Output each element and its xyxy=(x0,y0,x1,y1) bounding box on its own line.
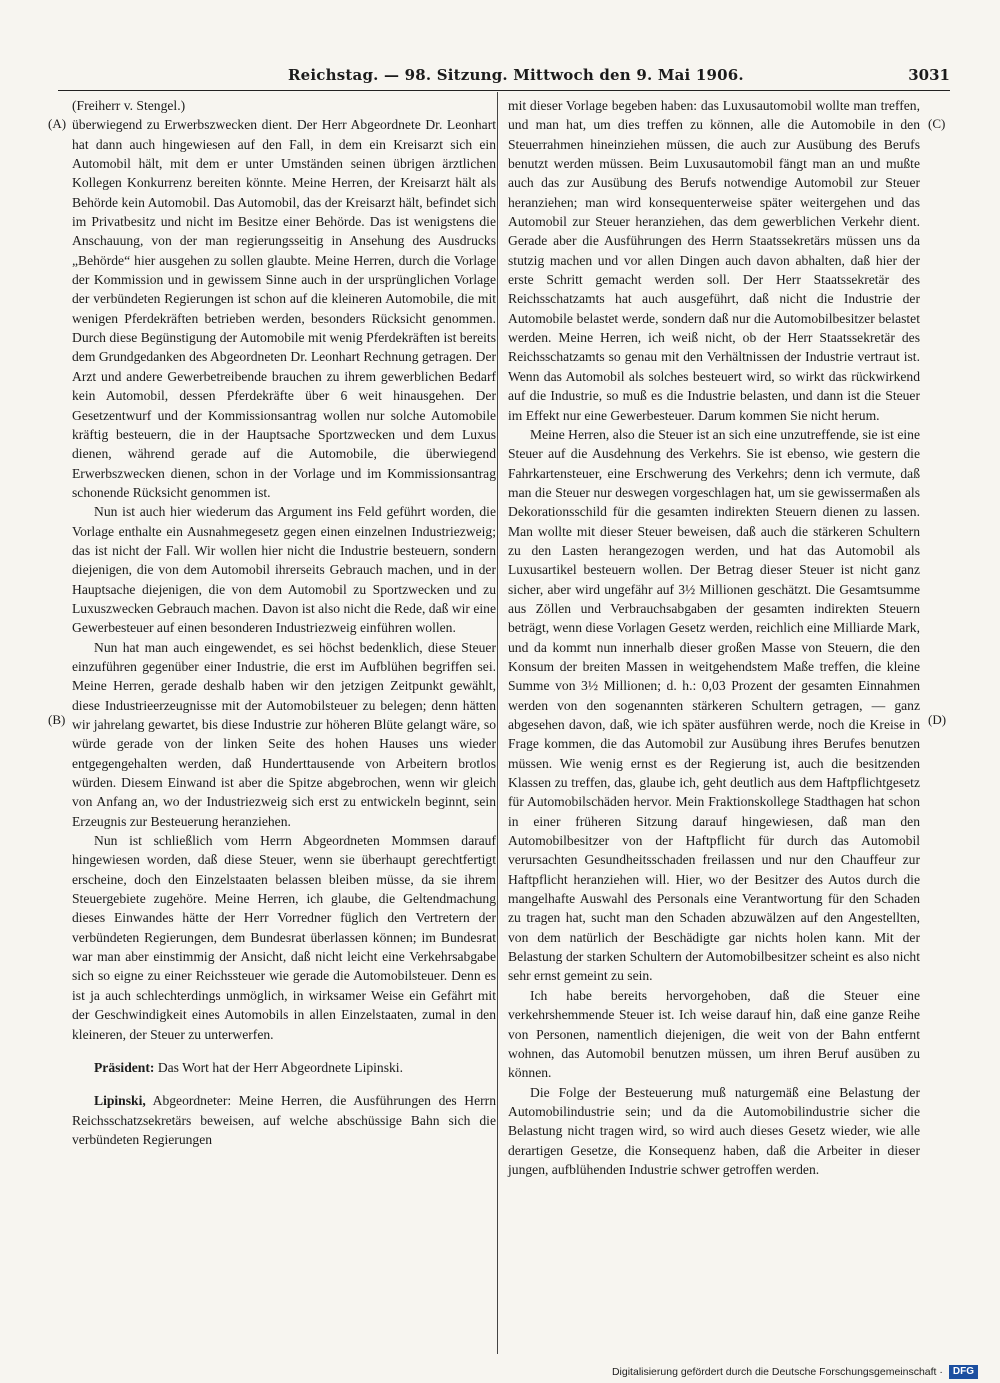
statement-text: Abgeordneter: Meine Herren, die Ausführungen des Herrn Reichsschatzsekretärs beweisen, auf welche abschüssige Bahn sich die verbündeten Regierungen xyxy=(72,1093,496,1147)
margin-marker-d: (D) xyxy=(928,712,947,727)
lipinski-statement xyxy=(72,1091,496,1149)
speaker-attribution: (Freiherr v. Stengel.) xyxy=(72,98,186,113)
margin-marker-c: (C) xyxy=(928,116,946,131)
president-statement xyxy=(72,1058,496,1077)
page-number: 3031 xyxy=(908,66,950,84)
speaker-name: Lipinski, xyxy=(94,1093,146,1109)
digitization-credit xyxy=(612,1365,978,1379)
paragraph: mit dieser Vorlage begeben haben: das Luxusautomobil wollte man treffen, und man hat, um dies treffen zu können, alle die Automobile in den Steuerrahmen hineinziehen müssen, die auch zur Ausübung des Berufs benutzt werden müssen. Beim Luxusautomobil fängt man an und mußte auch das zur Ausübung des Berufs notwendige Automobil zur Steuer heranziehen; man wird konsequenterweise später weitergehen und das Automobil zur Steuer heranziehen, das dem gewerblichen Verkehr dient. Gerade aber die Ausführungen des Herrn Staatssekretärs müssen uns da stutzig machen und vor allen Dingen auch davon abhalten, daß hier der erste Schritt gemacht werden soll. Der Herr Staatssekretär des Reichsschatzamts hat auch ausgeführt, daß nicht die Industrie der Automobile belastet werde, sondern daß nur die Automobilbesitzer belastet werden. Meine Herren, ich weiß nicht, ob der Herr Staatssekretär des Reichsschatzamts so genau mit den Verhältnissen der Industrie vertraut ist. Wenn das Automobil als solches besteuert wird, so wirkt das rückwirkend auf die Industrie, so muß es die Industrie belasten, und dann ist die Steuer im Effekt nur eine Gewerbesteuer. Darum kommen Sie nicht herum. xyxy=(508,98,920,423)
speaker-name: Präsident: xyxy=(94,1059,155,1075)
left-column xyxy=(72,96,496,1149)
paragraph: Ich habe bereits hervorgehoben, daß die Steuer eine verkehrshemmende Steuer ist. Ich weise darauf hin, daß eine ganze Reihe von Personen, namentlich diejenigen, die weit von der Bahn entfernt wohnen, das Automobil benutzen müssen, um ihren Beruf ausüben zu können. xyxy=(508,987,920,1081)
margin-marker-a: (A) xyxy=(48,116,67,131)
header-rule xyxy=(58,90,950,91)
statement-text: Das Wort hat der Herr Abgeordnete Lipinski. xyxy=(154,1059,403,1075)
paragraph: Meine Herren, also die Steuer ist an sich eine unzutreffende, sie ist eine Steuer auf die Ausdehnung des Verkehrs. Sie ist ebenso, wie gestern die Fahrkartensteuer, eine Erschwerung des Verkehrs; denn ich vermute, daß man die Steuer nur deswegen vorgeschlagen hat, um sie gewissermaßen als Dekorationsschild für die gesamten indirekten Steuern dienen zu lassen. Man wollte mit dieser Steuer beweisen, daß auch die stärkeren Schultern zu den Lasten herangezogen werden, und hat das Automobil als Luxusartikel besteuern wollen. Der Betrag dieser Steuer ist nicht ganz sicher, aber wird ungefähr auf 3½ Millionen geschätzt. Die Gesamtsumme aus Zöllen und Verbrauchsabgaben der gesamten indirekten Steuern beträgt, wenn diese Vorlagen Gesetz werden, reichlich eine Milliarde Mark, und da kommt nun innerhalb dieser großen Masse von Steuern, die den Konsum der breiten Massen in weitgehendstem Maße treffen, die kleine Summe von 3½ Millionen; d. h.: 0,03 Prozent der gesamten Einnahmen werden von den sogenannten stärkeren Schultern getragen, — ganz abgesehen davon, daß, wie ich später ausführen werde, noch die Kreise in Frage kommen, die das Automobil zur Ausübung ihres Berufes benutzen müssen. Wie wenig ernst es der Regierung ist, auch die besitzenden Klassen zu treffen, das, glaube ich, geht deutlich aus dem Haftpflichtgesetz für Automobilschäden hervor. Mein Fraktionskollege Stadthagen hat schon in einer früheren Sitzung darauf hingewiesen, daß man den Automobilbesitzer von der Haftpflicht für durch das Automobil verursachten Gesundheitsschaden freilassen und nur den Chauffeur zur Haftpflicht heranziehen will. Hier, wo der Besitzer des Autos durch die mangelhafte Auswahl des Personals eine Verantwortung für den Schaden zu tragen hat, sucht man den Schaden abzuwälzen auf den Angestellten, von dem natürlich der Beschädigte gar nichts holen kann. Mit der Belastung der starken Schultern der Automobilbesitzer scheint es also nicht sehr ernst gemeint zu sein. xyxy=(508,426,920,984)
paragraph: Nun ist auch hier wiederum das Argument ins Feld geführt worden, die Vorlage enthalte ein Ausnahmegesetz gegen einen einzelnen Industriezweig; das ist nicht der Fall. Wir wollen hier nicht die Industrie besteuern, sondern diejenigen, die von dem Automobil ihrerseits Gebrauch machen, und in der Hauptsache diejenigen, die von dem Automobil zu Sportzwecken und zu Luxuszwecken Gebrauch machen. Davon ist also nicht die Rede, daß wir eine Gewerbesteuer auf einen besonderen Industriezweig einführen wollen. xyxy=(72,504,496,636)
margin-marker-b: (B) xyxy=(48,712,66,727)
header-title: Reichstag. — 98. Sitzung. Mittwoch den 9. Mai 1906. xyxy=(288,66,744,84)
dfg-logo: DFG xyxy=(949,1365,978,1379)
paragraph: überwiegend zu Erwerbszwecken dient. Der Herr Abgeordnete Dr. Leonhart hat dann auch hingewiesen auf den Fall, in dem ein Kreisarzt sich ein Automobil hält, mit dem er unter Umständen seinen übrigen ärztlichen Kollegen Konkurrenz bereiten könnte. Meine Herren, der Kreisarzt hält als Behörde kein Automobil. Das Automobil, das der Kreisarzt hält, befindet sich im Privatbesitz und nicht im Besitze einer Behörde. Das ist wenigstens die Anschauung, von der man regierungsseitig in Ansehung des Ausdrucks „Behörde“ hier ausgehen zu sollen glaubte. Meine Herren, durch die Vorlage der Kommission und in gewissem Sinne auch in der ursprünglichen Vorlage der verbündeten Regierungen ist schon auf die kleineren Automobile, die mit wenigen Pferdekräften betrieben werden, besonders Rücksicht genommen. Durch diese Begünstigung der Automobile mit wenig Pferdekräften ist bereits dem Grundgedanken des Abgeordneten Dr. Leonhart Rechnung getragen. Der Arzt und andere Gewerbetreibende brauchen zu ihrem gewerblichen Bedarf kein Automobil, dessen Pferdekräfte über 6 weit hinausgehen. Der Gesetzentwurf und der Kommissionsantrag wollen nur solche Automobile kräftig besteuern, die in der Hauptsache Sportzwecken und dem Luxus dienen, während gerade auf die Automobile, die überwiegend Erwerbszwecken dienen, schon in der Vorlage und im Kommissionsantrag schonende Rücksicht genommen ist. xyxy=(72,117,496,500)
credit-text: Digitalisierung gefördert durch die Deutsche Forschungsgemeinschaft · xyxy=(611,1365,943,1378)
column-divider xyxy=(497,92,498,1354)
paragraph: Die Folge der Besteuerung muß naturgemäß eine Belastung der Automobilindustrie sein; und da die Automobilindustrie sicher die Belastung nicht tragen wird, so wird auch dieses Gesetz wieder, wie alle derartigen Gesetze, die Konsequenz haben, daß die Arbeiter in dieser jungen, aufblühenden Industrie schwer getroffen werden. xyxy=(508,1084,920,1177)
right-column xyxy=(508,96,920,1179)
paragraph: Nun ist schließlich vom Herrn Abgeordneten Mommsen darauf hingewiesen worden, daß diese Steuer, wenn sie überhaupt gerechtfertigt erscheine, doch den Einzelstaaten belassen bleiben müsse, da sie ihrem Steuergebiete zugehöre. Meine Herren, ich glaube, die Geltendmachung dieses Einwandes hätte der Herr Vorredner füglich den Vertretern der verbündeten Regierungen, dem Bundesrat überlassen können; im Bundesrat war man aber einstimmig der Ansicht, daß nicht leicht eine Verkehrsabgabe sich so eigne zu einer Reichssteuer wie gerade die Automobilsteuer. Denn es ist ja auch schlechterdings unmöglich, in wirksamer Weise ein Gefährt mit der Geschwindigkeit eines Automobils in allen Einzelstaaten, zumal in den kleineren, der Steuer zu unterwerfen. xyxy=(72,833,496,1042)
paragraph: Nun hat man auch eingewendet, es sei höchst bedenklich, diese Steuer einzuführen gegenüber einer Industrie, die erst im Aufblühen begriffen sei. Meine Herren, gerade deshalb haben wir den jetzigen Zeitpunkt gewählt, diese Industrieerzeugnisse mit der Automobilsteuer zu belegen; denn hätten wir jahrelang gewartet, bis diese Industrie zur höheren Blüte gelangt wäre, so würde gerade von der linken Seite des hohen Hauses uns wieder entgegengehalten werden, daß Hunderttausende von Arbeitern brotlos würden. Diesem Einwand ist aber die Spitze abgebrochen, wenn wir gleich von Anfang an, wo der Industriezweig sich erst zu entwickeln beginnt, sein Erzeugnis zur Besteuerung heranziehen. xyxy=(72,639,496,829)
page-header xyxy=(58,66,950,90)
